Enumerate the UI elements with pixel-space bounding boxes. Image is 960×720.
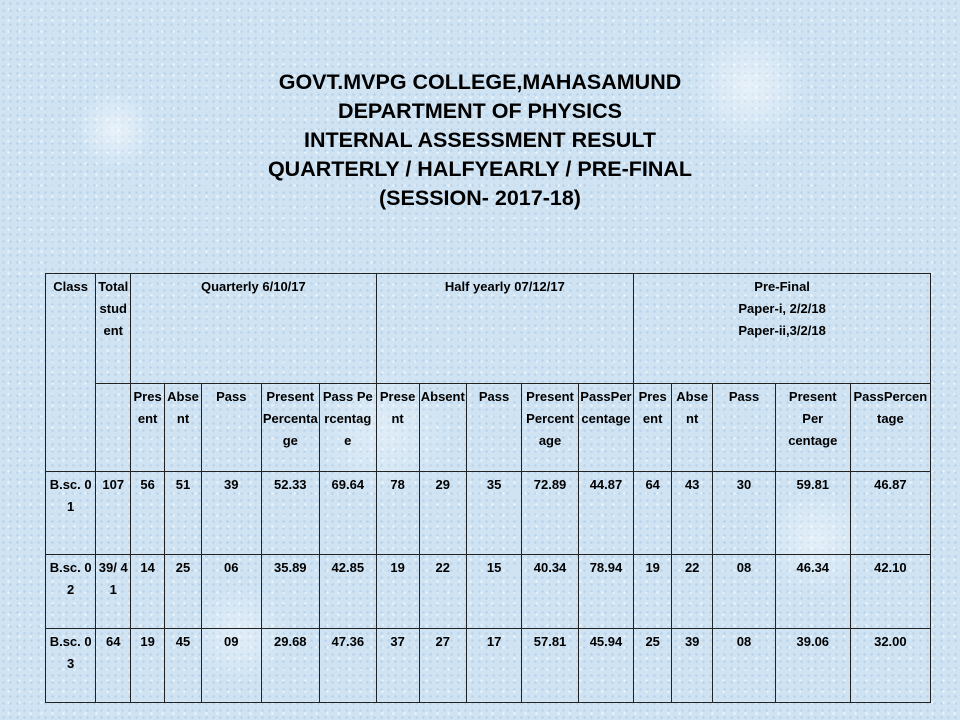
table-row (46, 472, 931, 554)
table-cell: 46.34 (775, 554, 850, 628)
subheader-cell: Pass (202, 384, 262, 472)
table-cell: 19 (634, 554, 672, 628)
cell-class: B.sc. 03 (46, 628, 96, 702)
table-cell: 39.06 (775, 628, 850, 702)
table-cell: 15 (466, 554, 521, 628)
subheader-cell: PresentPercentage (522, 384, 578, 472)
cell-total: 64 (96, 628, 131, 702)
table-cell: 52.33 (261, 472, 320, 554)
table-cell: 30 (713, 472, 776, 554)
table-cell: 42.85 (320, 554, 377, 628)
table-cell: 39 (202, 472, 262, 554)
table-cell: 44.87 (578, 472, 633, 554)
subheader-cell: Pass (713, 384, 776, 472)
subheader-cell: Present (634, 384, 672, 472)
header-half-yearly: Half yearly 07/12/17 (376, 274, 634, 384)
table-cell: 46.87 (850, 472, 930, 554)
table-cell: 19 (376, 554, 419, 628)
subheader-row (46, 384, 931, 472)
header-total-student: Total student (96, 274, 131, 384)
table-row (46, 554, 931, 628)
page-title (0, 68, 960, 213)
table-cell: 78 (376, 472, 419, 554)
table-cell: 56 (131, 472, 165, 554)
table-cell: 57.81 (522, 628, 578, 702)
table-cell: 08 (713, 554, 776, 628)
table-row (46, 628, 931, 702)
table-cell: 29 (419, 472, 466, 554)
pre-final-label: Pre-Final (754, 279, 810, 294)
subheader-cell: PassPercentage (578, 384, 633, 472)
header-class: Class (46, 274, 96, 472)
table-cell: 29.68 (261, 628, 320, 702)
subheader-cell: Pass (466, 384, 521, 472)
subheader-cell: Present Per centage (775, 384, 850, 472)
subheader-cell: Pass Percentage (320, 384, 377, 472)
title-college: GOVT.MVPG COLLEGE,MAHASAMUND (278, 70, 682, 94)
table-cell: 17 (466, 628, 521, 702)
subheader-empty (96, 384, 131, 472)
pre-final-paper-1: Paper-i, 2/2/18 (738, 301, 826, 316)
subheader-cell: Absent (672, 384, 713, 472)
title-exams: QUARTERLY / HALFYEARLY / PRE-FINAL (267, 157, 693, 181)
subheader-cell: Absent (165, 384, 202, 472)
table-cell: 32.00 (850, 628, 930, 702)
header-pre-final (634, 274, 931, 384)
title-session: (SESSION- 2017-18) (379, 186, 581, 210)
table-cell: 35 (466, 472, 521, 554)
cell-class: B.sc. 02 (46, 554, 96, 628)
table-cell: 42.10 (850, 554, 930, 628)
table-cell: 06 (202, 554, 262, 628)
table-cell: 69.64 (320, 472, 377, 554)
table-cell: 64 (634, 472, 672, 554)
table-cell: 37 (376, 628, 419, 702)
table-cell: 72.89 (522, 472, 578, 554)
table-cell: 59.81 (775, 472, 850, 554)
cell-total: 39/ 41 (96, 554, 131, 628)
subheader-cell: Present (131, 384, 165, 472)
table-cell: 45 (165, 628, 202, 702)
table-cell: 27 (419, 628, 466, 702)
title-report: INTERNAL ASSESSMENT RESULT (304, 128, 656, 152)
pre-final-paper-2: Paper-ii,3/2/18 (738, 323, 826, 338)
table-cell: 47.36 (320, 628, 377, 702)
table-cell: 25 (634, 628, 672, 702)
table-cell: 45.94 (578, 628, 633, 702)
table-cell: 78.94 (578, 554, 633, 628)
subheader-cell: Present (376, 384, 419, 472)
result-table (45, 273, 931, 703)
table-cell: 22 (419, 554, 466, 628)
table-cell: 35.89 (261, 554, 320, 628)
title-department: DEPARTMENT OF PHYSICS (338, 99, 622, 123)
table-cell: 08 (713, 628, 776, 702)
table-cell: 22 (672, 554, 713, 628)
header-quarterly: Quarterly 6/10/17 (131, 274, 376, 384)
table-cell: 39 (672, 628, 713, 702)
table-cell: 25 (165, 554, 202, 628)
table-cell: 19 (131, 628, 165, 702)
table-cell: 43 (672, 472, 713, 554)
table-cell: 40.34 (522, 554, 578, 628)
table-cell: 51 (165, 472, 202, 554)
subheader-cell: Absent (419, 384, 466, 472)
cell-class: B.sc. 01 (46, 472, 96, 554)
cell-total: 107 (96, 472, 131, 554)
table-cell: 09 (202, 628, 262, 702)
subheader-cell: PresentPercentage (261, 384, 320, 472)
table-cell: 14 (131, 554, 165, 628)
subheader-cell: PassPercentage (850, 384, 930, 472)
header-row (46, 274, 931, 384)
